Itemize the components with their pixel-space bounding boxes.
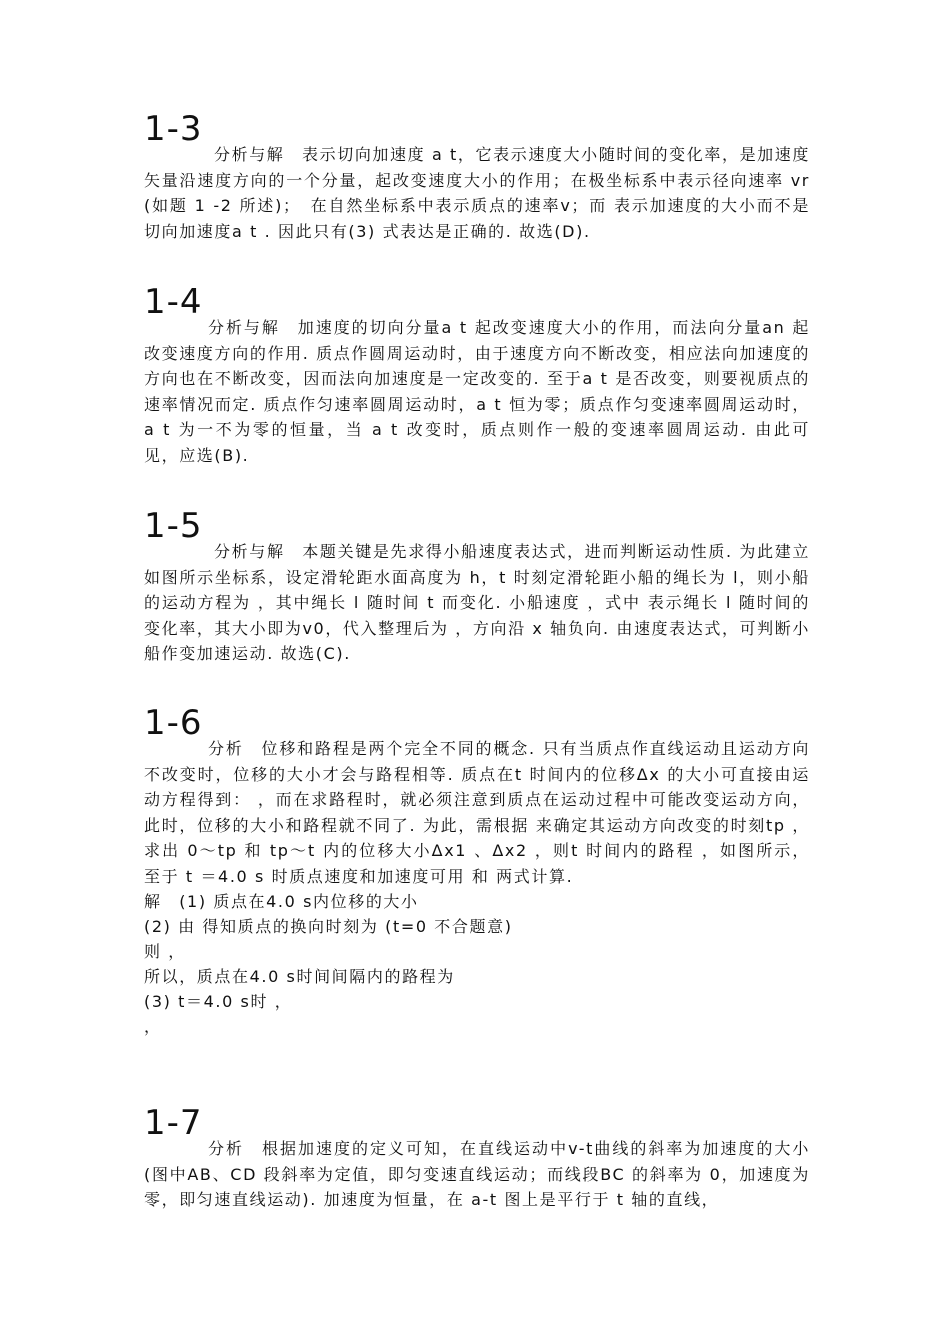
section-paragraph xyxy=(144,736,810,889)
section-paragraph xyxy=(144,142,810,244)
paragraph-indent xyxy=(144,542,214,561)
paragraph-text: 分析 根据加速度的定义可知，在直线运动中v-t曲线的斜率为加速度的大小(图中AB、CD 段斜率为定值，即匀变速直线运动；而线段BC 的斜率为 0，加速度为零，即匀速直线运动). 加速度为恒量，在 a-t 图上是平行于 t 轴的直线， xyxy=(144,1139,810,1209)
section-heading: 1-4 xyxy=(144,282,203,322)
section-1-7 xyxy=(144,1103,810,1213)
solution-line: 解 (1) 质点在4.0 s内位移的大小 xyxy=(144,892,419,911)
solution-line: ， xyxy=(144,1017,162,1036)
paragraph-indent xyxy=(144,739,208,758)
section-paragraph xyxy=(144,315,810,468)
paragraph-indent xyxy=(144,318,208,337)
solution-line: 所以，质点在4.0 s时间间隔内的路程为 xyxy=(144,967,455,986)
section-heading: 1-7 xyxy=(144,1103,203,1143)
paragraph-indent xyxy=(144,1139,208,1158)
paragraph-indent xyxy=(144,145,214,164)
section-1-3 xyxy=(144,109,810,244)
section-heading: 1-6 xyxy=(144,703,203,743)
section-1-6 xyxy=(144,703,810,1039)
section-heading: 1-3 xyxy=(144,109,203,149)
section-1-4 xyxy=(144,282,810,468)
section-paragraph xyxy=(144,539,810,667)
paragraph-text: 分析 位移和路程是两个完全不同的概念. 只有当质点作直线运动且运动方向不改变时，位移的大小才会与路程相等. 质点在t 时间内的位移Δx 的大小可直接由运动方程得到： ，而在求路程时，就必须注意到质点在运动过程中可能改变运动方向，此时，位移的大小和路程就不同了. 为此，需根据 来确定其运动方向改变的时刻tp ，求出 0～tp 和 tp～t 内的位移大小Δx1 、Δx2 ，则t 时间内的路程 ，如图所示，至于 t ＝4.0 s 时质点速度和加速度可用 和 两式计算. xyxy=(144,739,810,886)
section-heading: 1-5 xyxy=(144,506,203,546)
paragraph-text: 分析与解 表示切向加速度 a t，它表示速度大小随时间的变化率，是加速度矢量沿速度方向的一个分量，起改变速度大小的作用；在极坐标系中表示径向速率 vr(如题 1 -2 所述)； 在自然坐标系中表示质点的速率v；而 表示加速度的大小而不是切向加速度a t . 因此只有(3) 式表达是正确的. 故选(D). xyxy=(144,145,810,241)
paragraph-text: 分析与解 加速度的切向分量a t 起改变速度大小的作用，而法向分量an 起改变速度方向的作用. 质点作圆周运动时，由于速度方向不断改变，相应法向加速度的方向也在不断改变，因而法向加速度是一定改变的. 至于a t 是否改变，则要视质点的速率情况而定. 质点作匀速率圆周运动时，a t 恒为零；质点作匀变速率圆周运动时，a t 为一不为零的恒量，当 a t 改变时，质点则作一般的变速率圆周运动. 由此可见，应选(B). xyxy=(144,318,810,465)
solution-line: (2) 由 得知质点的换向时刻为 (t=0 不合题意) xyxy=(144,917,513,936)
solution-line: (3) t＝4.0 s时 ， xyxy=(144,992,293,1011)
section-paragraph xyxy=(144,1136,810,1213)
paragraph-text: 分析与解 本题关键是先求得小船速度表达式，进而判断运动性质. 为此建立如图所示坐标系，设定滑轮距水面高度为 h，t 时刻定滑轮距小船的绳长为 l，则小船的运动方程为 ，其中绳长 l 随时间 t 而变化. 小船速度 ，式中 表示绳长 l 随时间的变化率，其大小即为v0，代入整理后为 ，方向沿 x 轴负向. 由速度表达式，可判断小船作变加速运动. 故选(C). xyxy=(144,542,810,663)
solution-line: 则 ， xyxy=(144,942,186,961)
section-1-5 xyxy=(144,506,810,667)
